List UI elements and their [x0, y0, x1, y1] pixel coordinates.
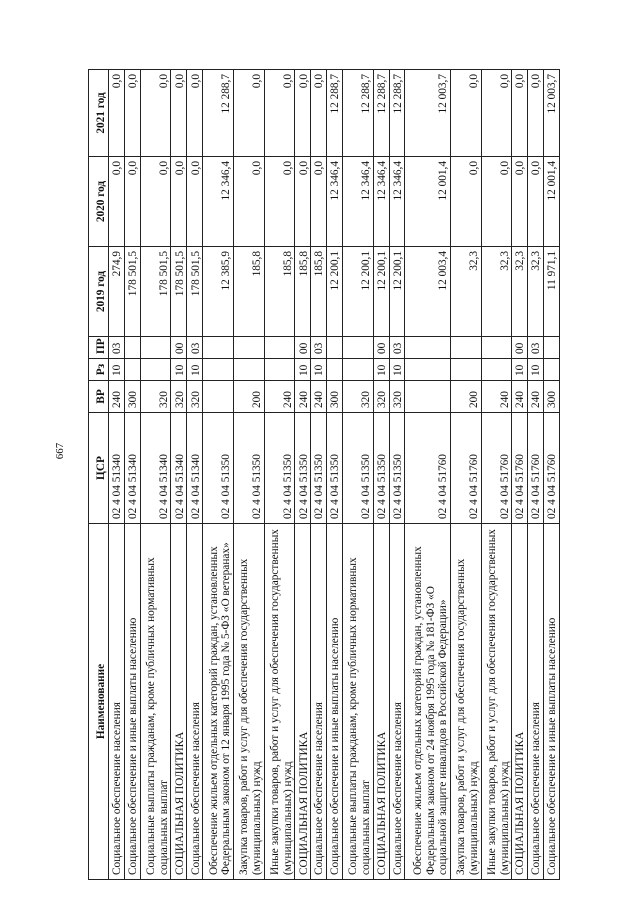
- row-value-2019: 11 971,1: [543, 247, 559, 337]
- row-pr: 03: [389, 337, 405, 359]
- row-vr: 240: [512, 381, 528, 413]
- row-vr: 200: [450, 381, 481, 413]
- row-value-2021: 0,0: [311, 70, 327, 157]
- row-pr: 00: [512, 337, 528, 359]
- header-2021: 2021 год: [89, 70, 109, 157]
- table-row: [528, 70, 544, 880]
- row-value-2020: 0,0: [528, 157, 544, 247]
- row-pr: [140, 337, 171, 359]
- table-row: [405, 70, 450, 880]
- row-csr: 02 4 04 51760: [450, 413, 481, 524]
- row-csr: 02 4 04 51340: [140, 413, 171, 524]
- table-row: [171, 70, 187, 880]
- table-row: [295, 70, 311, 880]
- row-rz: 10: [311, 359, 327, 381]
- row-pr: [342, 337, 373, 359]
- row-vr: 320: [187, 381, 203, 413]
- row-value-2019: 12 200,1: [373, 247, 389, 337]
- row-rz: [264, 359, 295, 381]
- row-pr: [450, 337, 481, 359]
- row-value-2021: 0,0: [171, 70, 187, 157]
- row-vr: 300: [124, 381, 140, 413]
- row-value-2021: 0,0: [450, 70, 481, 157]
- row-rz: [405, 359, 450, 381]
- row-rz: 10: [109, 359, 125, 381]
- row-value-2020: 0,0: [140, 157, 171, 247]
- row-pr: 03: [311, 337, 327, 359]
- row-vr: 300: [327, 381, 343, 413]
- row-value-2019: 12 385,9: [203, 247, 234, 337]
- row-vr: 320: [373, 381, 389, 413]
- row-name: Иные закупки товаров, работ и услуг для обеспечения государственных (муниципальных) нужд: [264, 524, 295, 880]
- row-csr: 02 4 04 51350: [295, 413, 311, 524]
- row-rz: [140, 359, 171, 381]
- row-value-2019: 178 501,5: [187, 247, 203, 337]
- row-value-2021: 12 003,7: [543, 70, 559, 157]
- row-value-2019: 185,8: [311, 247, 327, 337]
- row-name: Социальные выплаты гражданам, кроме публичных нормативных социальных выплат: [140, 524, 171, 880]
- row-name: Социальное обеспечение населения: [187, 524, 203, 880]
- row-vr: [405, 381, 450, 413]
- row-value-2020: 12 001,4: [543, 157, 559, 247]
- table-row: [512, 70, 528, 880]
- row-value-2019: 12 200,1: [327, 247, 343, 337]
- row-csr: 02 4 04 51340: [171, 413, 187, 524]
- row-value-2019: 32,3: [481, 247, 512, 337]
- row-rz: [450, 359, 481, 381]
- row-name: Социальное обеспечение населения: [528, 524, 544, 880]
- row-name: СОЦИАЛЬНАЯ ПОЛИТИКА: [295, 524, 311, 880]
- row-value-2020: 0,0: [264, 157, 295, 247]
- row-name: Закупка товаров, работ и услуг для обеспечения государственных (муниципальных) нужд: [233, 524, 264, 880]
- row-value-2021: 0,0: [187, 70, 203, 157]
- row-rz: 10: [373, 359, 389, 381]
- row-name: Социальное обеспечение населения: [109, 524, 125, 880]
- header-vr: ВР: [89, 381, 109, 413]
- row-pr: [543, 337, 559, 359]
- table-row: [264, 70, 295, 880]
- row-rz: [327, 359, 343, 381]
- row-value-2021: 12 288,7: [342, 70, 373, 157]
- row-value-2020: 0,0: [171, 157, 187, 247]
- row-value-2019: 274,9: [109, 247, 125, 337]
- table-row: [233, 70, 264, 880]
- row-value-2021: 0,0: [481, 70, 512, 157]
- row-name: Социальные выплаты гражданам, кроме публичных нормативных социальных выплат: [342, 524, 373, 880]
- row-value-2019: 32,3: [528, 247, 544, 337]
- row-pr: [233, 337, 264, 359]
- row-name: Социальное обеспечение населения: [389, 524, 405, 880]
- row-rz: 10: [512, 359, 528, 381]
- header-pr: ПР: [89, 337, 109, 359]
- row-pr: 03: [109, 337, 125, 359]
- table-row: [389, 70, 405, 880]
- header-2020: 2020 год: [89, 157, 109, 247]
- row-name: Закупка товаров, работ и услуг для обеспечения государственных (муниципальных) нужд: [450, 524, 481, 880]
- table-row: [203, 70, 234, 880]
- row-name: СОЦИАЛЬНАЯ ПОЛИТИКА: [373, 524, 389, 880]
- table-row: [124, 70, 140, 880]
- row-pr: [203, 337, 234, 359]
- row-value-2020: 0,0: [512, 157, 528, 247]
- row-rz: 10: [187, 359, 203, 381]
- row-name: Обеспечение жильем отдельных категорий граждан, установленных Федеральным законом от 24 ноября 1995 года № 181-ФЗ «О социальной защите инвалидов в Российской Федерации»: [405, 524, 450, 880]
- row-pr: [124, 337, 140, 359]
- row-pr: [405, 337, 450, 359]
- row-value-2021: 12 288,7: [373, 70, 389, 157]
- row-name: Иные закупки товаров, работ и услуг для обеспечения государственных (муниципальных) нужд: [481, 524, 512, 880]
- row-value-2021: 0,0: [140, 70, 171, 157]
- row-value-2020: 0,0: [233, 157, 264, 247]
- row-rz: [233, 359, 264, 381]
- row-name: Обеспечение жильем отдельных категорий граждан, установленных Федеральным законом от 12 января 1995 года № 5-ФЗ «О ветеранах»: [203, 524, 234, 880]
- row-csr: 02 4 04 51340: [109, 413, 125, 524]
- row-value-2021: 0,0: [109, 70, 125, 157]
- row-value-2019: 178 501,5: [171, 247, 187, 337]
- row-vr: 240: [528, 381, 544, 413]
- row-value-2019: 12 200,1: [342, 247, 373, 337]
- row-csr: 02 4 04 51350: [327, 413, 343, 524]
- table-row: [450, 70, 481, 880]
- row-csr: 02 4 04 51350: [389, 413, 405, 524]
- row-csr: 02 4 04 51760: [481, 413, 512, 524]
- table-row: [109, 70, 125, 880]
- row-value-2020: 0,0: [187, 157, 203, 247]
- row-name: СОЦИАЛЬНАЯ ПОЛИТИКА: [512, 524, 528, 880]
- row-csr: 02 4 04 51350: [233, 413, 264, 524]
- row-rz: [203, 359, 234, 381]
- table-header-row: [89, 70, 109, 880]
- row-value-2020: 0,0: [311, 157, 327, 247]
- row-value-2020: 0,0: [124, 157, 140, 247]
- row-rz: 10: [171, 359, 187, 381]
- header-rz: Рз: [89, 359, 109, 381]
- table-row: [140, 70, 171, 880]
- row-value-2021: 0,0: [233, 70, 264, 157]
- row-name: СОЦИАЛЬНАЯ ПОЛИТИКА: [171, 524, 187, 880]
- row-value-2019: 178 501,5: [124, 247, 140, 337]
- row-value-2020: 12 346,4: [373, 157, 389, 247]
- row-csr: 02 4 04 51350: [203, 413, 234, 524]
- row-vr: 320: [171, 381, 187, 413]
- table-row: [481, 70, 512, 880]
- row-rz: 10: [295, 359, 311, 381]
- row-value-2021: 12 288,7: [327, 70, 343, 157]
- row-value-2021: 12 288,7: [389, 70, 405, 157]
- header-name: Наименование: [89, 524, 109, 880]
- row-value-2021: 0,0: [295, 70, 311, 157]
- row-value-2019: 185,8: [264, 247, 295, 337]
- row-pr: 00: [373, 337, 389, 359]
- table-row: [187, 70, 203, 880]
- row-rz: [481, 359, 512, 381]
- row-name: Социальное обеспечение и иные выплаты населению: [124, 524, 140, 880]
- budget-table-container: [88, 70, 560, 880]
- row-csr: 02 4 04 51350: [264, 413, 295, 524]
- row-rz: [124, 359, 140, 381]
- table-row: [311, 70, 327, 880]
- row-vr: 240: [295, 381, 311, 413]
- row-value-2020: 12 346,4: [327, 157, 343, 247]
- row-csr: 02 4 04 51340: [187, 413, 203, 524]
- table-row: [342, 70, 373, 880]
- row-value-2021: 0,0: [528, 70, 544, 157]
- row-csr: 02 4 04 51760: [405, 413, 450, 524]
- row-value-2020: 12 346,4: [342, 157, 373, 247]
- row-rz: 10: [528, 359, 544, 381]
- row-value-2020: 0,0: [109, 157, 125, 247]
- row-value-2019: 12 003,4: [405, 247, 450, 337]
- row-csr: 02 4 04 51760: [528, 413, 544, 524]
- row-value-2021: 12 003,7: [405, 70, 450, 157]
- row-value-2020: 0,0: [450, 157, 481, 247]
- row-csr: 02 4 04 51760: [543, 413, 559, 524]
- row-vr: 320: [342, 381, 373, 413]
- table-row: [327, 70, 343, 880]
- row-csr: 02 4 04 51350: [373, 413, 389, 524]
- row-name: Социальное обеспечение и иные выплаты населению: [327, 524, 343, 880]
- row-pr: 03: [187, 337, 203, 359]
- row-vr: 240: [481, 381, 512, 413]
- row-pr: 03: [528, 337, 544, 359]
- row-name: Социальное обеспечение населения: [311, 524, 327, 880]
- row-vr: [203, 381, 234, 413]
- row-pr: 00: [171, 337, 187, 359]
- row-value-2019: 32,3: [450, 247, 481, 337]
- row-value-2020: 12 346,4: [203, 157, 234, 247]
- row-value-2020: 12 346,4: [389, 157, 405, 247]
- row-vr: 200: [233, 381, 264, 413]
- row-vr: 320: [389, 381, 405, 413]
- row-pr: [327, 337, 343, 359]
- row-rz: 10: [389, 359, 405, 381]
- row-rz: [342, 359, 373, 381]
- row-value-2020: 0,0: [295, 157, 311, 247]
- row-value-2019: 32,3: [512, 247, 528, 337]
- row-vr: 300: [543, 381, 559, 413]
- row-value-2019: 185,8: [295, 247, 311, 337]
- table-body: [109, 70, 560, 880]
- row-rz: [543, 359, 559, 381]
- row-vr: 320: [140, 381, 171, 413]
- row-pr: [264, 337, 295, 359]
- row-value-2021: 12 288,7: [203, 70, 234, 157]
- header-csr: ЦСР: [89, 413, 109, 524]
- row-csr: 02 4 04 51340: [124, 413, 140, 524]
- row-vr: 240: [311, 381, 327, 413]
- row-value-2021: 0,0: [512, 70, 528, 157]
- table-row: [373, 70, 389, 880]
- row-csr: 02 4 04 51350: [311, 413, 327, 524]
- row-value-2021: 0,0: [264, 70, 295, 157]
- page-number: 667: [54, 442, 66, 460]
- row-value-2019: 178 501,5: [140, 247, 171, 337]
- row-pr: 00: [295, 337, 311, 359]
- row-value-2021: 0,0: [124, 70, 140, 157]
- table-row: [543, 70, 559, 880]
- row-value-2019: 185,8: [233, 247, 264, 337]
- row-value-2019: 12 200,1: [389, 247, 405, 337]
- row-vr: 240: [109, 381, 125, 413]
- row-value-2020: 0,0: [481, 157, 512, 247]
- row-pr: [481, 337, 512, 359]
- row-csr: 02 4 04 51760: [512, 413, 528, 524]
- row-value-2020: 12 001,4: [405, 157, 450, 247]
- row-csr: 02 4 04 51350: [342, 413, 373, 524]
- row-vr: 240: [264, 381, 295, 413]
- budget-table: [88, 69, 560, 880]
- row-name: Социальное обеспечение и иные выплаты населению: [543, 524, 559, 880]
- header-2019: 2019 год: [89, 247, 109, 337]
